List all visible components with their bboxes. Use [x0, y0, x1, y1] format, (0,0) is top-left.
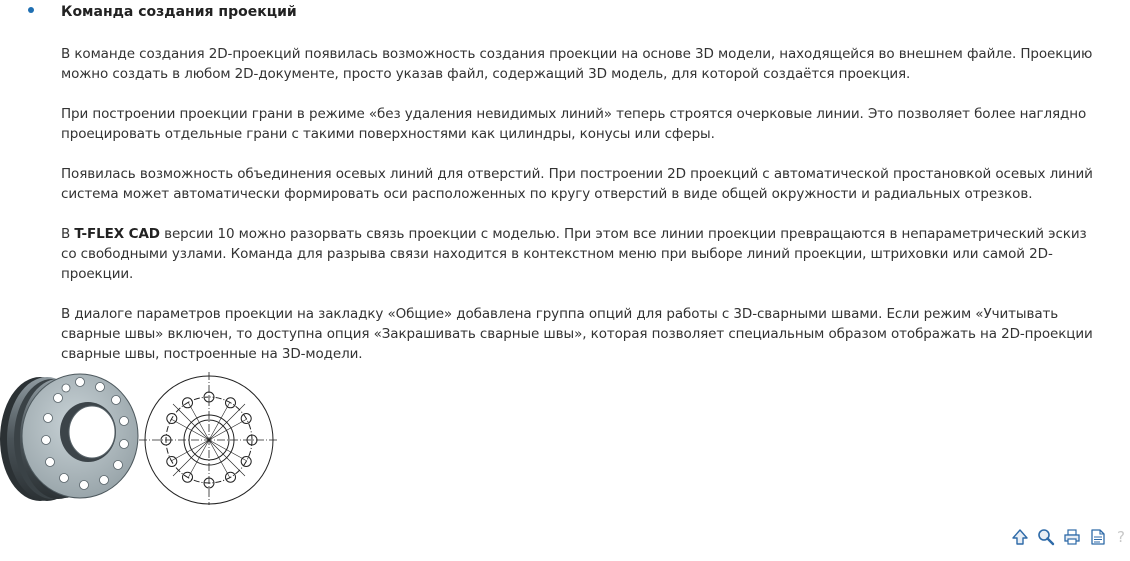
- arrow-up-icon[interactable]: [1010, 527, 1030, 547]
- paragraph-break-link-prefix: В: [61, 226, 75, 242]
- magnifier-icon[interactable]: [1036, 527, 1056, 547]
- section-body: [61, 44, 1106, 384]
- section-title: Команда создания проекций: [61, 4, 297, 20]
- paragraph-welds: В диалоге параметров проекции на закладку «Общие» добавлена группа опций для работы с 3D-сварными швами. Если режим «Учитывать сварные швы» включен, то доступна опция «Закрашивать сварные швы», которая позволяет специальным образом отображать на 2D-проекции сварные швы, построенные на 3D-модели.: [61, 306, 1093, 362]
- paragraph-break-link-text: версии 10 можно разорвать связь проекции с моделью. При этом все линии проекции превращаются в непараметрический эскиз со свободными узлами. Команда для разрыва связи находится в контекстном меню при выборе линий проекции, штриховки или самой 2D-проекции.: [61, 226, 1087, 282]
- projection-illustration: [0, 370, 285, 505]
- page-toolbar: [1010, 527, 1130, 547]
- bullet-dot: [28, 7, 34, 13]
- printer-icon[interactable]: [1062, 527, 1082, 547]
- projection-2d-drawing: [139, 372, 279, 505]
- model-3d-image: [0, 374, 138, 501]
- paragraph-external-file: В команде создания 2D-проекций появилась возможность создания проекции на основе 3D модели, находящейся во внешнем файле. Проекцию можно создать в любом 2D-документе, просто указав файл, содержащий 3D модель, для которой создаётся проекция.: [61, 46, 1093, 82]
- question-icon[interactable]: ?: [1117, 528, 1125, 546]
- paragraph-break-link: [61, 224, 1106, 284]
- paragraph-axis-lines: Появилась возможность объединения осевых линий для отверстий. При построении 2D проекций с автоматической простановкой осевых линий система может автоматически формировать оси расположенных по кругу отверстий в виде общей окружности и радиальных отрезков.: [61, 166, 1093, 202]
- paragraph-outline-lines: При построении проекции грани в режиме «без удаления невидимых линий» теперь строятся очерковые линии. Это позволяет более наглядно проецировать отдельные грани с такими поверхностями как цилиндры, конусы или сферы.: [61, 106, 1087, 142]
- brand-name: T-FLEX CAD: [74, 226, 160, 242]
- document-export-icon[interactable]: [1088, 527, 1108, 547]
